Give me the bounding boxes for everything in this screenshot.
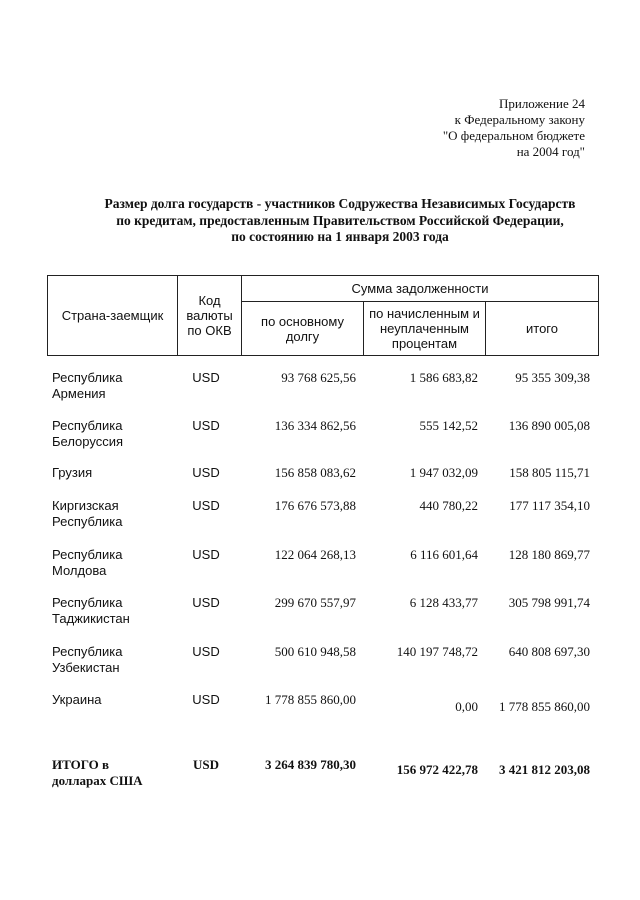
header-interest-line: неуплаченным — [380, 321, 469, 336]
header-interest-line: по начисленным и — [369, 306, 480, 321]
interest-cell: 6 116 601,64 — [410, 547, 478, 562]
country-line: Республика — [52, 370, 123, 385]
header-total-label: итого — [526, 321, 558, 336]
document-title — [40, 196, 640, 246]
total-cell: 158 805 115,71 — [509, 465, 590, 480]
table-row — [0, 644, 640, 692]
interest-cell: 140 197 748,72 — [396, 644, 478, 659]
total-cell: 128 180 869,77 — [508, 547, 590, 562]
principal-cell: 136 334 862,56 — [274, 418, 356, 433]
principal-cell: 3 264 839 780,30 — [265, 757, 356, 772]
interest-cell: 555 142,52 — [419, 418, 478, 433]
principal-cell: 156 858 083,62 — [274, 465, 356, 480]
header-code — [178, 276, 241, 355]
currency-code-cell: USD — [192, 370, 220, 385]
header-total — [486, 302, 598, 355]
country-line: Украина — [52, 692, 102, 707]
currency-code-cell: USD — [192, 644, 220, 659]
header-country — [48, 276, 177, 355]
title-line: по состоянию на 1 января 2003 года — [231, 229, 449, 244]
appendix-note — [380, 96, 585, 160]
total-cell: 305 798 991,74 — [508, 595, 590, 610]
table-row — [0, 692, 640, 740]
title-line: по кредитам, предоставленным Правительством Российской Федерации, — [116, 212, 564, 228]
currency-code-cell: USD — [192, 418, 220, 433]
total-label-cell — [52, 757, 180, 789]
principal-cell: 1 778 855 860,00 — [265, 692, 356, 707]
principal-cell: 122 064 268,13 — [274, 547, 356, 562]
header-interest-line: процентам — [391, 336, 458, 351]
total-cell: 640 808 697,30 — [508, 644, 590, 659]
interest-cell: 0,00 — [455, 699, 478, 714]
table-row — [0, 370, 640, 418]
country-cell — [52, 370, 180, 402]
principal-cell: 93 768 625,56 — [281, 370, 356, 385]
country-line: Армения — [52, 386, 106, 401]
total-label-line: ИТОГО в — [52, 757, 110, 772]
header-code-line: по ОКВ — [187, 323, 232, 338]
header-principal-line: по основному — [261, 313, 344, 329]
appendix-line: Приложение 24 — [498, 96, 585, 111]
country-cell — [52, 595, 180, 627]
table-row — [0, 418, 640, 466]
interest-cell: 1 586 683,82 — [409, 370, 478, 385]
header-code-line: валюты — [186, 308, 233, 323]
header-code-line: Код — [198, 293, 221, 308]
country-cell — [52, 547, 180, 579]
principal-cell: 299 670 557,97 — [274, 595, 356, 610]
table-row — [0, 498, 640, 546]
country-line: Республика — [52, 418, 123, 433]
country-line: Киргизская — [52, 498, 119, 513]
principal-cell: 176 676 573,88 — [274, 498, 356, 513]
country-line: Узбекистан — [52, 660, 120, 675]
country-line: Таджикистан — [52, 611, 130, 626]
table-total-row — [0, 757, 640, 805]
total-label-line: долларах США — [52, 773, 143, 788]
table-header — [47, 275, 599, 356]
interest-cell: 1 947 032,09 — [409, 465, 478, 480]
currency-code-cell: USD — [192, 547, 220, 562]
total-cell: 1 778 855 860,00 — [499, 699, 590, 714]
header-interest — [364, 302, 485, 355]
appendix-line: на 2004 год" — [516, 144, 585, 159]
currency-code-cell: USD — [192, 595, 220, 610]
table-row — [0, 547, 640, 595]
table-row — [0, 595, 640, 643]
interest-cell: 156 972 422,78 — [396, 762, 478, 777]
country-line: Белоруссия — [52, 434, 124, 449]
country-cell — [52, 418, 180, 450]
currency-code-cell: USD — [192, 498, 220, 513]
currency-code-cell: USD — [192, 757, 219, 772]
country-line: Республика — [52, 644, 123, 659]
country-line: Грузия — [52, 465, 93, 480]
country-line: Республика — [52, 514, 123, 529]
header-debt-sum-label: Сумма задолженности — [351, 281, 489, 296]
country-line: Республика — [52, 595, 123, 610]
interest-cell: 6 128 433,77 — [409, 595, 478, 610]
principal-cell: 500 610 948,58 — [274, 644, 356, 659]
appendix-line: к Федеральному закону — [454, 112, 585, 127]
country-line: Республика — [52, 547, 123, 562]
total-cell: 177 117 354,10 — [509, 498, 590, 513]
header-debt-sum — [242, 276, 598, 301]
header-country-label: Страна-заемщик — [61, 308, 164, 323]
title-line: Размер долга государств - участников Содружества Независимых Государств — [104, 196, 576, 211]
total-cell: 136 890 005,08 — [508, 418, 590, 433]
country-cell — [52, 644, 180, 676]
interest-cell: 440 780,22 — [419, 498, 478, 513]
country-cell — [52, 692, 180, 708]
country-cell — [52, 498, 180, 530]
currency-code-cell: USD — [192, 465, 220, 480]
header-principal-line: долгу — [285, 328, 320, 344]
country-cell — [52, 465, 180, 481]
currency-code-cell: USD — [192, 692, 220, 707]
header-principal — [242, 302, 363, 355]
total-cell: 3 421 812 203,08 — [499, 762, 590, 777]
total-cell: 95 355 309,38 — [515, 370, 590, 385]
appendix-line: "О федеральном бюджете — [442, 128, 585, 143]
country-line: Молдова — [52, 563, 107, 578]
